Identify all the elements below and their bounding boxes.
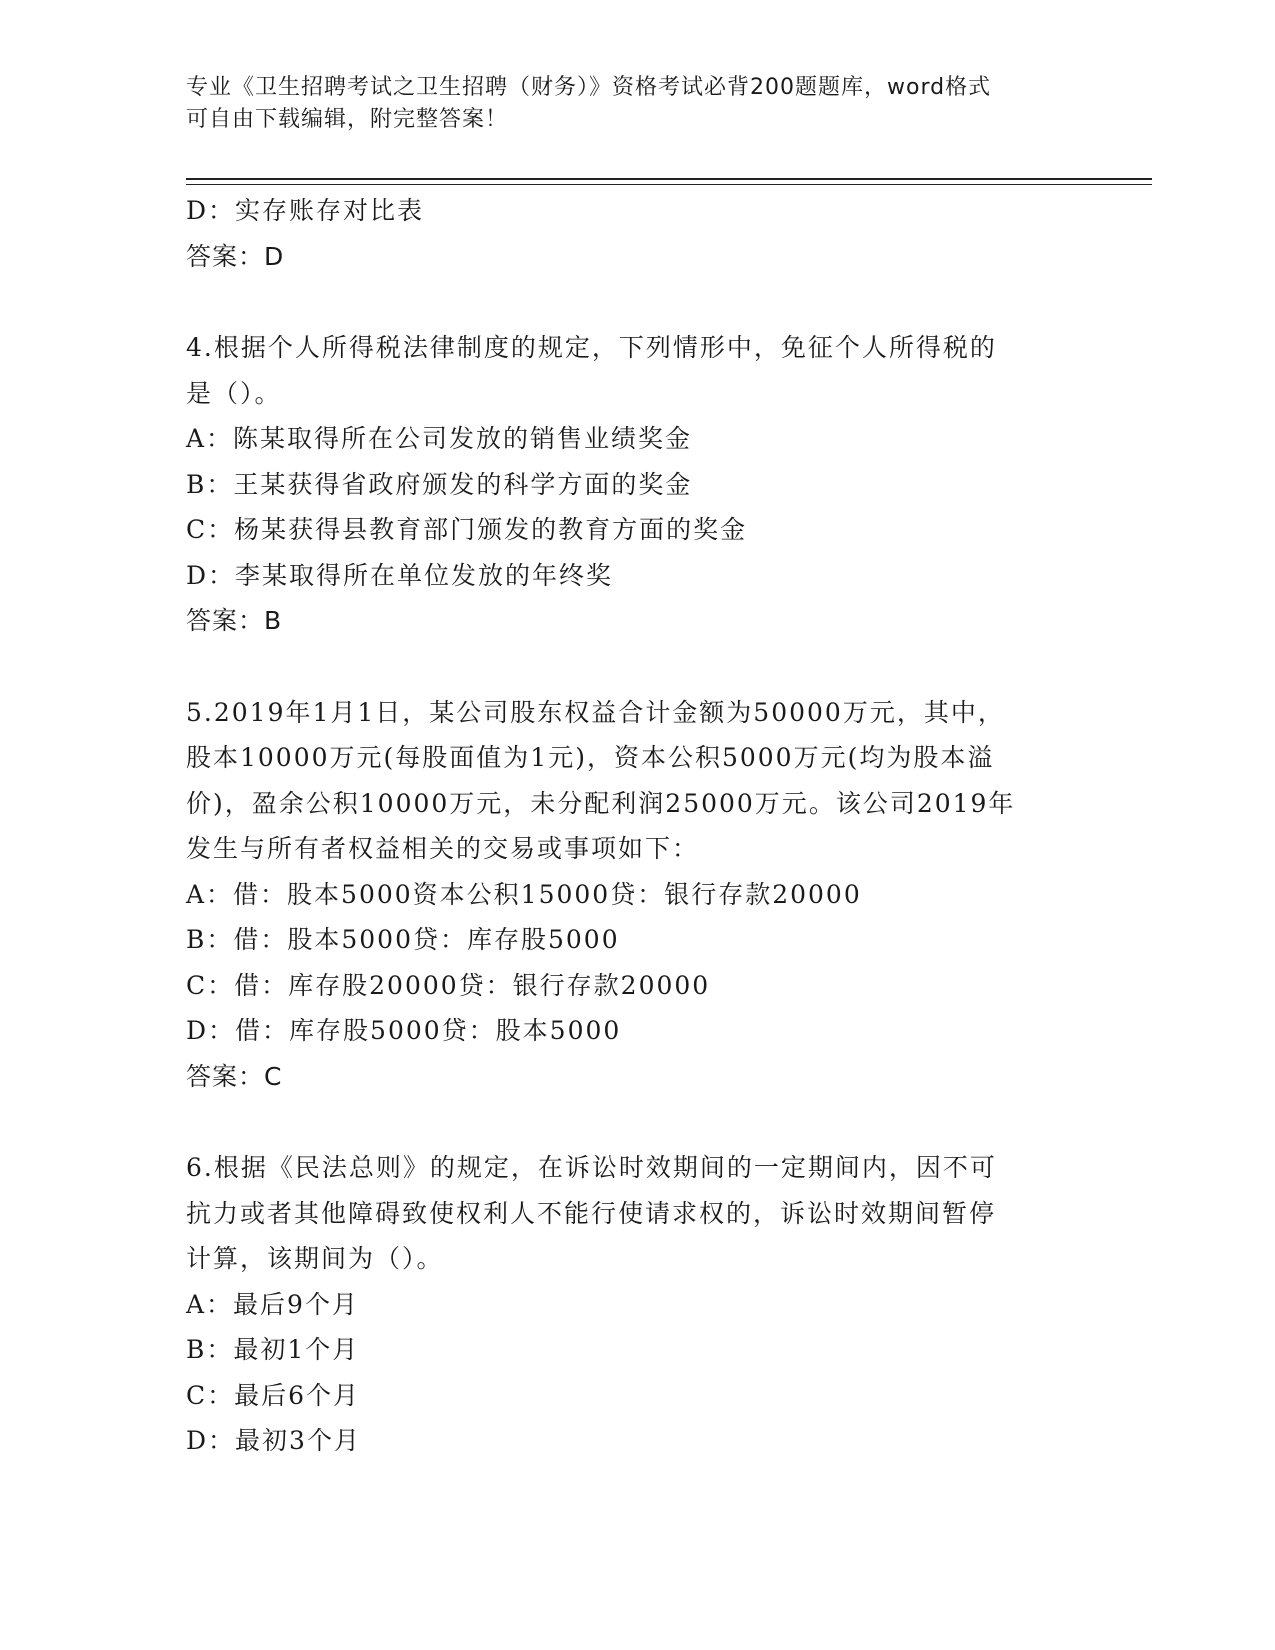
question-5	[186, 690, 1066, 1100]
stem-line: 5.2019年1月1日，某公司股东权益合计金额为50000万元，其中，	[186, 697, 1005, 727]
spacer	[186, 1099, 1066, 1145]
option-b: B：最初1个月	[186, 1335, 360, 1364]
stem-line: 发生与所有者权益相关的交易或事项如下：	[186, 834, 700, 863]
question-6	[186, 1145, 1066, 1464]
header-divider-thick	[186, 178, 1152, 180]
option-c: C：借：库存股20000贷：银行存款20000	[186, 970, 711, 1000]
header-title-line-2: 可自由下载编辑，附完整答案！	[186, 107, 509, 132]
option-c: C：杨某获得县教育部门颁发的教育方面的奖金	[186, 515, 748, 544]
stem-line: 抗力或者其他障碍致使权利人不能行使请求权的，诉讼时效期间暂停	[186, 1198, 997, 1228]
option-a: A：最后9个月	[186, 1289, 359, 1319]
stem-line: 股本10000万元(每股面值为1元)，资本公积5000万元(均为股本溢	[186, 743, 995, 772]
stem-line: 是（）。	[186, 378, 282, 408]
stem-line: 4.根据个人所得税法律制度的规定，下列情形中，免征个人所得税的	[186, 333, 997, 362]
document-body	[186, 188, 1066, 1464]
question-stem	[186, 325, 1066, 416]
spacer	[186, 279, 1066, 325]
page-header	[186, 72, 1066, 136]
stem-line: 价)，盈余公积10000万元，未分配利润25000万元。该公司2019年	[186, 788, 1016, 818]
question-3-tail	[186, 188, 1066, 279]
option-a: A：借：股本5000资本公积15000贷：银行存款20000	[186, 879, 862, 909]
option-d: D：最初3个月	[186, 1426, 361, 1455]
option-d: D：实存账存对比表	[186, 196, 425, 225]
answer-line: 答案：D	[186, 241, 285, 271]
answer-line: 答案：C	[186, 1061, 283, 1091]
option-a: A：陈某取得所在公司发放的销售业绩奖金	[186, 424, 693, 453]
question-stem	[186, 690, 1066, 872]
question-stem	[186, 1145, 1066, 1282]
header-divider-thin	[186, 184, 1152, 185]
stem-line: 6.根据《民法总则》的规定，在诉讼时效期间的一定期间内，因不可	[186, 1153, 997, 1182]
option-b: B：王某获得省政府颁发的科学方面的奖金	[186, 469, 693, 499]
option-c: C：最后6个月	[186, 1380, 361, 1410]
option-d: D：借：库存股5000贷：股本5000	[186, 1016, 622, 1045]
option-d: D：李某取得所在单位发放的年终奖	[186, 560, 614, 590]
header-title-line-1: 专业《卫生招聘考试之卫生招聘（财务）》资格考试必背200题题库，word格式	[186, 75, 992, 100]
stem-line: 计算，该期间为（）。	[186, 1244, 444, 1273]
spacer	[186, 644, 1066, 690]
question-4	[186, 325, 1066, 644]
option-b: B：借：股本5000贷：库存股5000	[186, 925, 620, 954]
answer-line: 答案：B	[186, 606, 283, 635]
